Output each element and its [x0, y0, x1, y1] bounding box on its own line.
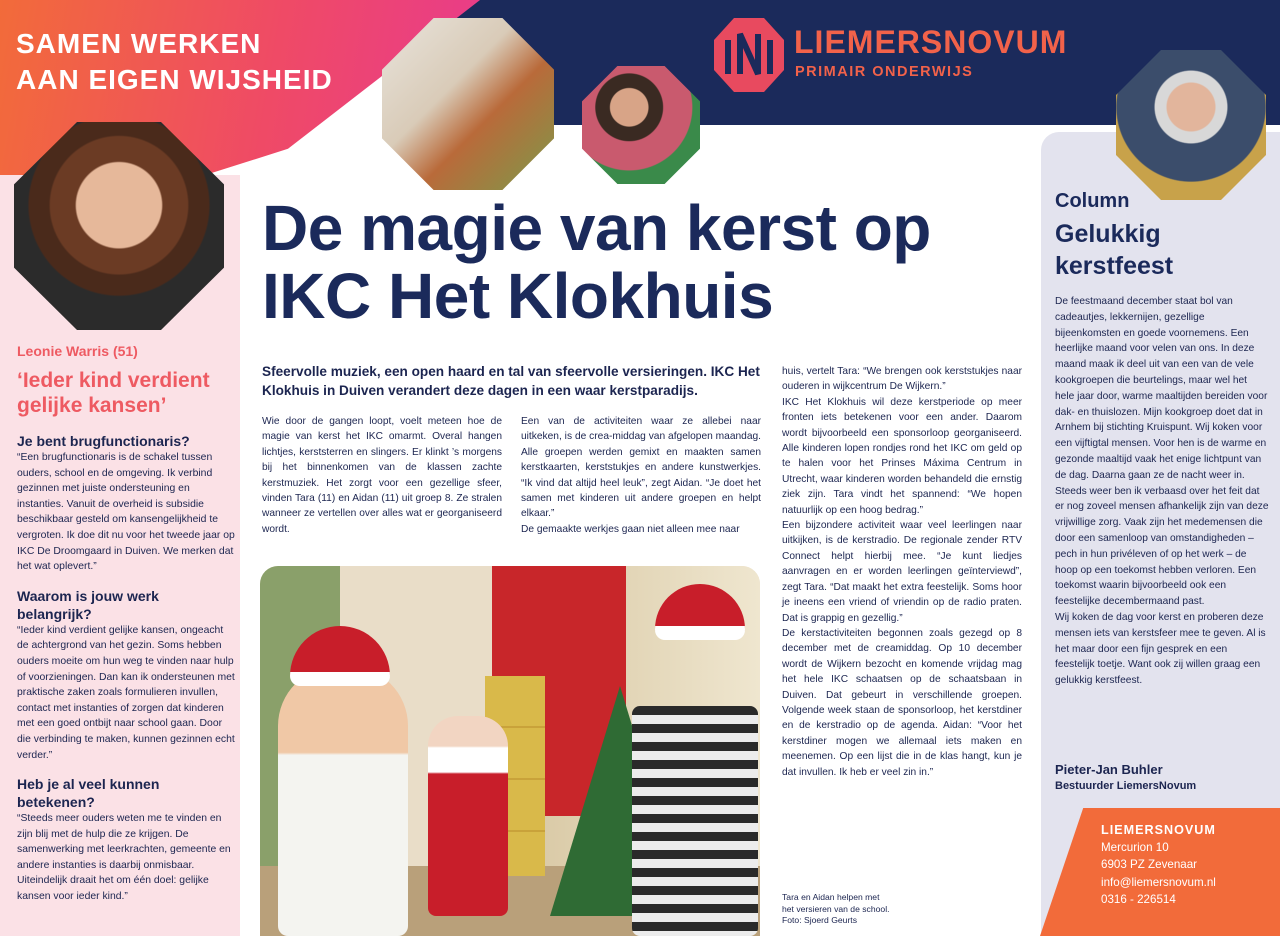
- answer-1: “Een brugfunctionaris is de schakel tussen ouders, school en de omgeving. Ik verbind gezinnen met juiste ondersteuning en instanties. Vanuit de overheid is subsidie beschikbaar gesteld om kansengelijkheid te vergroten. Ik doe dit nu voor het tweede jaar op IKC De Droomgaard in Duiven. We merken dat het wat oplevert.”: [17, 452, 235, 573]
- photo-tara: [632, 706, 758, 936]
- child-puzzle-photo: [582, 66, 700, 184]
- article-paragraph: De kerstactiviteiten begonnen zoals gezegd op 8 december met de creamiddag. Op 10 december wordt de Wijkern bezocht en komende vrijdag mag het hele IKC schaatsen op de schaatsbaan in Duiven. Dat gebeurt in verschillende groepen. Volgende week staan de sponsorloop, het kerstdiner en de kerstradio op de agenda. Aidan: “Voor het kerstdiner mogen we allemaal iets maken en meenemen. Op een lijst die in de klas hangt, kun je dat invullen. Ik heb er veel zin in.”: [782, 627, 1022, 778]
- interview-body: [17, 432, 237, 917]
- question-3: Heb je al veel kunnen betekenen?: [17, 776, 160, 811]
- tagline-line2: AAN EIGEN WIJSHEID: [16, 64, 333, 95]
- caption-line: Tara en Aidan helpen met: [782, 892, 880, 902]
- tagline: [16, 26, 396, 98]
- photo-aidan: [278, 666, 408, 936]
- contact-details: [1101, 822, 1271, 908]
- contact-email[interactable]: info@liemersnovum.nl: [1101, 875, 1216, 889]
- column-body: [1055, 294, 1269, 689]
- article-headline: De magie van kerst op IKC Het Klokhuis: [262, 192, 931, 332]
- article-column-2: [521, 414, 761, 537]
- pieter-jan-portrait: [1116, 50, 1266, 200]
- article-paragraph: Wie door de gangen loopt, voelt meteen hoe de magie van kerst het IKC omarmt. Overal hangen lichtjes, kerststerren en slingers. Er klinkt ’s morgens bij het binnenkomen van de klassen zachte kerstmuziek. Het zorgt voor een gezellige sfeer, vinden Tara (11) en Aidan (11) uit groep 8. Ze stralen wanneer ze vertellen over alles wat er georganiseerd wordt.: [262, 416, 502, 535]
- logo-wordmark: LIEMERSNOVUM: [794, 24, 1068, 60]
- column-paragraph: Wij koken de dag voor kerst en proberen deze mensen iets van kerstsfeer mee te geven. Al is het maar door een fijn gesprek en een feestelijk toetje. Want ook zij willen graag een gelukkig kerstfeest.: [1055, 611, 1266, 687]
- interview-quote: ‘Ieder kind verdient gelijke kansen’: [17, 369, 210, 417]
- contact-phone: 0316 - 226514: [1101, 892, 1176, 906]
- article-paragraph: De gemaakte werkjes gaan niet alleen mee naar: [521, 523, 740, 535]
- contact-city: 6903 PZ Zevenaar: [1101, 858, 1198, 872]
- photo-santa: [428, 716, 508, 916]
- photo-caption: [782, 892, 912, 927]
- column-title: Gelukkig kerstfeest: [1055, 220, 1174, 280]
- interviewee-name: Leonie Warris (51): [17, 343, 138, 359]
- logo-subtitle: PRIMAIR ONDERWIJS: [795, 64, 974, 80]
- photo-credit: Foto: Sjoerd Geurts: [782, 915, 857, 926]
- caption-line: het versieren van de school.: [782, 903, 890, 914]
- liemersnovum-logo-icon: [712, 16, 786, 94]
- question-1: Je bent brugfunctionaris?: [17, 433, 190, 449]
- column-author-role: Bestuurder LiemersNovum: [1055, 780, 1197, 792]
- answer-3: “Steeds meer ouders weten me te vinden en zijn blij met de hulp die ze krijgen. De samenwerking met leerkrachten, gemeente en andere instanties is daarbij onmisbaar. Uiteindelijk draait het om één doel: gelijke kansen voor ieder kind.”: [17, 813, 231, 903]
- article-paragraph: Een van de activiteiten waar ze allebei naar uitkeken, is de crea-middag van afgelopen maandag. Alle groepen werden gemixt en maakten samen kerstkaarten, kerststukjes en andere kunstwerkjes. “Ik vind dat altijd heel leuk”, zegt Aidan. “Je doet het samen met kinderen uit andere groepen en helpt elkaar.”: [521, 416, 761, 520]
- article-paragraph: Een bijzondere activiteit waar veel leerlingen naar uitkijken, is de kerstradio. De regionale zender RTV Connect helpt hierbij mee. “Je kunt liedjes aanvragen en er worden leerlingen geïnterviewd”, zegt Tara. “Dat maakt het extra feestelijk. Soms hoor je ineens een vriend of vriendin op de radio praten. Dat is grappig en gezellig.”: [782, 520, 1022, 624]
- tagline-line1: SAMEN WERKEN: [16, 28, 262, 59]
- article-column-1: [262, 414, 502, 537]
- article-intro: Sfeervolle muziek, een open haard en tal van sfeervolle versieringen. IKC Het Klokhuis in Duiven verandert deze dagen in een waar kerstparadijs.: [262, 364, 760, 398]
- column-paragraph: De feestmaand december staat bol van cadeautjes, lekkernijen, gezellige bijeenkomsten en goede voornemens. Een heerlijke maand voor velen van ons. In deze maand maak ik deel uit van een van de vele kookgroepen die beurtelings, maar wel het hele jaar door, warme maaltijden bereiden voor dak- en thuislozen. Mijn kookgroep doet dat in Arnhem bij stichting Kruispunt. Wij koken voor een vijftigtal mensen. Voor hen is de warme en gezonde maaltijd vaak het enige lichtpunt van de dag. Daarna gaan ze de nacht weer in. Steeds weer ben ik verbaasd over het feit dat er nog zoveel mensen afhankelijk zijn van deze vrijwillige zorg. Vaak zijn het medemensen die door een samenloop van omstandigheden – pech in hun privéleven of op het werk – de hoop op een toekomst hebben verloren. Een toekomst waarin bijvoorbeeld ook een feestelijke decembermaand past.: [1055, 296, 1269, 608]
- contact-street: Mercurion 10: [1101, 841, 1169, 855]
- contact-name: LIEMERSNOVUM: [1101, 823, 1216, 837]
- article-column-3: [782, 364, 1022, 780]
- answer-2: “Ieder kind verdient gelijke kansen, ongeacht de achtergrond van het gezin. Soms hebben ouders moeite om hun weg te vinden naar hulp of voorzieningen. Dan kan ik ondersteunen met praktische zaken zoals formulieren invullen, contact met instanties of zorgen dat kinderen met een goed ontbijt naar school gaan. Door die verbinding te maken, kunnen gezinnen echt verder.”: [17, 624, 235, 761]
- article-photo: [260, 566, 760, 936]
- question-2: Waarom is jouw werk belangrijk?: [17, 587, 159, 622]
- article-paragraph: huis, vertelt Tara: “We brengen ook kerststukjes naar ouderen in wijkcentrum De Wijkern.”: [782, 366, 1022, 393]
- article-paragraph: IKC Het Klokhuis wil deze kerstperiode op meer fronten iets betekenen voor een ander. Daarom wordt bijvoorbeeld een sponsorloop georganiseerd. Alle kinderen lopen rondjes rond het IKC om geld op te halen voor het Prinses Máxima Centrum in Utrecht, waar kinderen worden behandeld die ernstig ziek zijn. Tara vindt het spannend: “We hopen natuurlijk op een hoog bedrag.”: [782, 396, 1022, 516]
- column-label: Column: [1055, 190, 1130, 212]
- column-author: Pieter-Jan Buhler: [1055, 762, 1163, 777]
